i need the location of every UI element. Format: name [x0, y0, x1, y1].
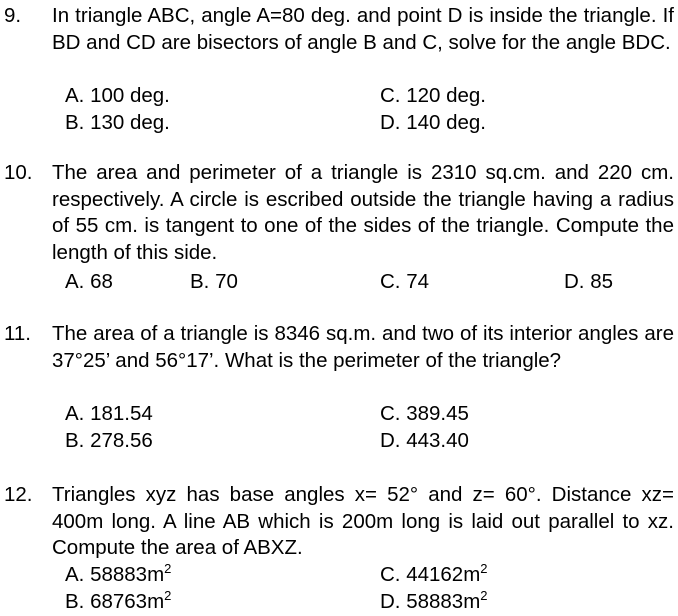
question-text: Triangles xyz has base angles x= 52° and z= 60°. Distance xz= 400m long. A line AB which is 200m long is laid out parallel to xz. Compute the area of ABXZ. [52, 483, 674, 559]
option-a: A. 68 [65, 270, 113, 293]
option-d: D. 443.40 [380, 429, 469, 452]
question-number: 12. [4, 483, 33, 506]
question-number: 11. [4, 322, 31, 345]
option-c [380, 562, 488, 589]
squared-superscript: 2 [480, 561, 488, 577]
question-text: In triangle ABC, angle A=80 deg. and point D is inside the triangle. If BD and CD are bisectors of angle B and C, solve for the angle BDC. [52, 4, 674, 54]
option-b: B. 70 [190, 270, 238, 293]
option-d [380, 589, 488, 616]
option-a: A. 181.54 [65, 402, 153, 425]
squared-superscript: 2 [480, 588, 488, 604]
option-a-text: A. 58883m [65, 563, 165, 586]
squared-superscript: 2 [164, 561, 172, 577]
option-d: D. 85 [564, 270, 613, 293]
option-b-text: B. 68763m [65, 590, 165, 613]
option-b: B. 278.56 [65, 429, 153, 452]
question-number: 10. [4, 161, 33, 184]
option-c: C. 74 [380, 270, 429, 293]
question-text: The area and perimeter of a triangle is 2310 sq.cm. and 220 cm. respectively. A circle is escribed outside the triangle having a radius of 55 cm. is tangent to one of the sides of the triangle. Compute the length of this side. [52, 161, 674, 264]
squared-superscript: 2 [164, 588, 172, 604]
option-d-text: D. 58883m [380, 590, 481, 613]
option-c: C. 389.45 [380, 402, 469, 425]
option-b [65, 589, 171, 616]
question-text: The area of a triangle is 8346 sq.m. and two of its interior angles are 37°25’ and 56°17’. What is the perimeter of the triangle? [52, 322, 674, 372]
option-d: D. 140 deg. [380, 111, 486, 134]
option-b: B. 130 deg. [65, 111, 170, 134]
option-a [65, 562, 171, 589]
option-c: C. 120 deg. [380, 84, 486, 107]
option-c-text: C. 44162m [380, 563, 481, 586]
option-a: A. 100 deg. [65, 84, 170, 107]
question-number: 9. [4, 4, 22, 27]
